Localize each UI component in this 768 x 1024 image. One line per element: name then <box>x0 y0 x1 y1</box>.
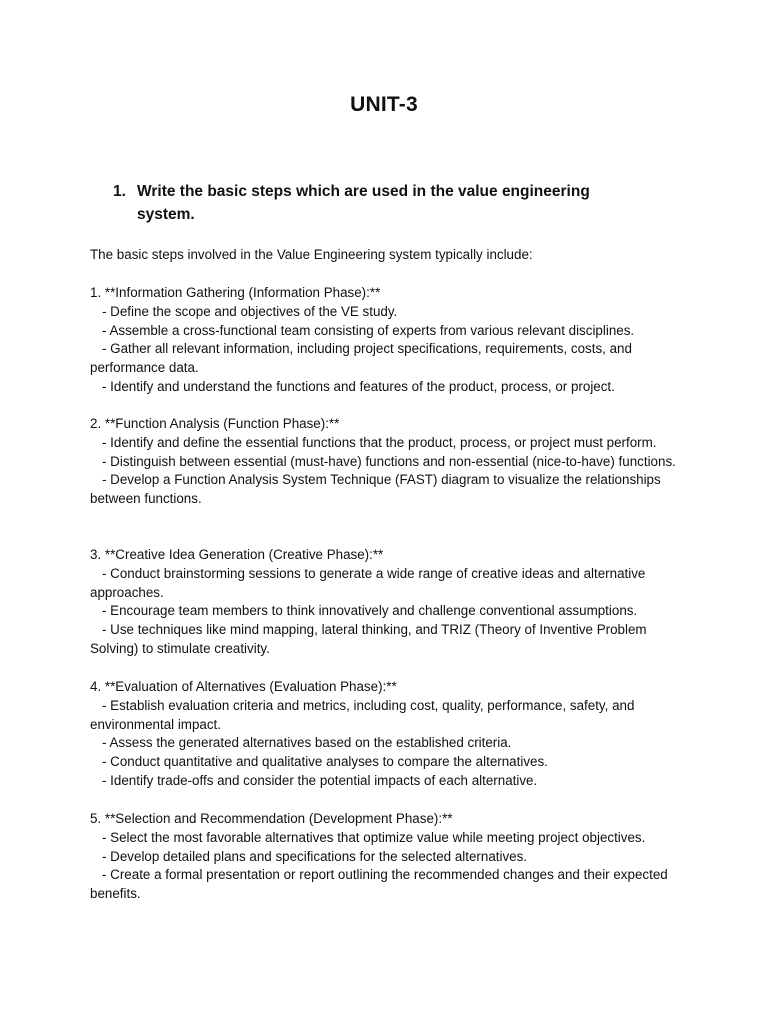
step-section-1 <box>90 284 690 397</box>
step-heading: 3. **Creative Idea Generation (Creative Phase):** <box>90 547 384 562</box>
step-item: - Use techniques like mind mapping, lateral thinking, and TRIZ (Theory of Inventive Problem Solving) to stimulate creativity. <box>90 622 647 656</box>
step-item: - Establish evaluation criteria and metrics, including cost, quality, performance, safety, and environmental impact. <box>90 697 635 732</box>
question-number: 1. <box>113 183 126 200</box>
step-item: - Conduct brainstorming sessions to generate a wide range of creative ideas and alternative approaches. <box>90 565 646 600</box>
intro-paragraph: The basic steps involved in the Value Engineering system typically include: <box>90 247 533 262</box>
step-item: - Assemble a cross-functional team consisting of experts from various relevant disciplines. <box>102 322 635 338</box>
step-section-4 <box>90 678 690 791</box>
step-item: - Encourage team members to think innovatively and challenge conventional assumptions. <box>102 603 638 619</box>
step-item: - Identify and understand the functions and features of the product, process, or project. <box>102 378 615 394</box>
step-item: - Distinguish between essential (must-have) functions and non-essential (nice-to-have) functions. <box>102 453 676 469</box>
question <box>113 180 633 226</box>
step-section-2 <box>90 415 690 509</box>
step-section-3 <box>90 546 690 659</box>
step-item: - Develop a Function Analysis System Technique (FAST) diagram to visualize the relationships between functions. <box>90 472 661 507</box>
step-heading: 4. **Evaluation of Alternatives (Evaluation Phase):** <box>90 679 397 694</box>
step-item: - Gather all relevant information, including project specifications, requirements, costs, and performance data. <box>90 341 632 376</box>
page-title: UNIT-3 <box>350 93 418 116</box>
step-item: - Create a formal presentation or report outlining the recommended changes and their expected benefits. <box>90 867 668 902</box>
step-heading: 2. **Function Analysis (Function Phase):** <box>90 416 340 431</box>
step-heading: 1. **Information Gathering (Information Phase):** <box>90 285 381 300</box>
question-text: Write the basic steps which are used in the value engineering system. <box>137 183 590 223</box>
step-item: - Conduct quantitative and qualitative analyses to compare the alternatives. <box>102 754 548 770</box>
step-section-5 <box>90 810 690 904</box>
step-item: - Define the scope and objectives of the VE study. <box>102 303 398 319</box>
step-item: - Select the most favorable alternatives that optimize value while meeting project objectives. <box>102 829 646 845</box>
step-item: - Develop detailed plans and specifications for the selected alternatives. <box>102 848 528 864</box>
step-item: - Identify trade-offs and consider the potential impacts of each alternative. <box>102 772 538 788</box>
step-heading: 5. **Selection and Recommendation (Development Phase):** <box>90 811 453 826</box>
step-item: - Assess the generated alternatives based on the established criteria. <box>102 735 512 751</box>
step-item: - Identify and define the essential functions that the product, process, or project must perform. <box>102 434 657 450</box>
